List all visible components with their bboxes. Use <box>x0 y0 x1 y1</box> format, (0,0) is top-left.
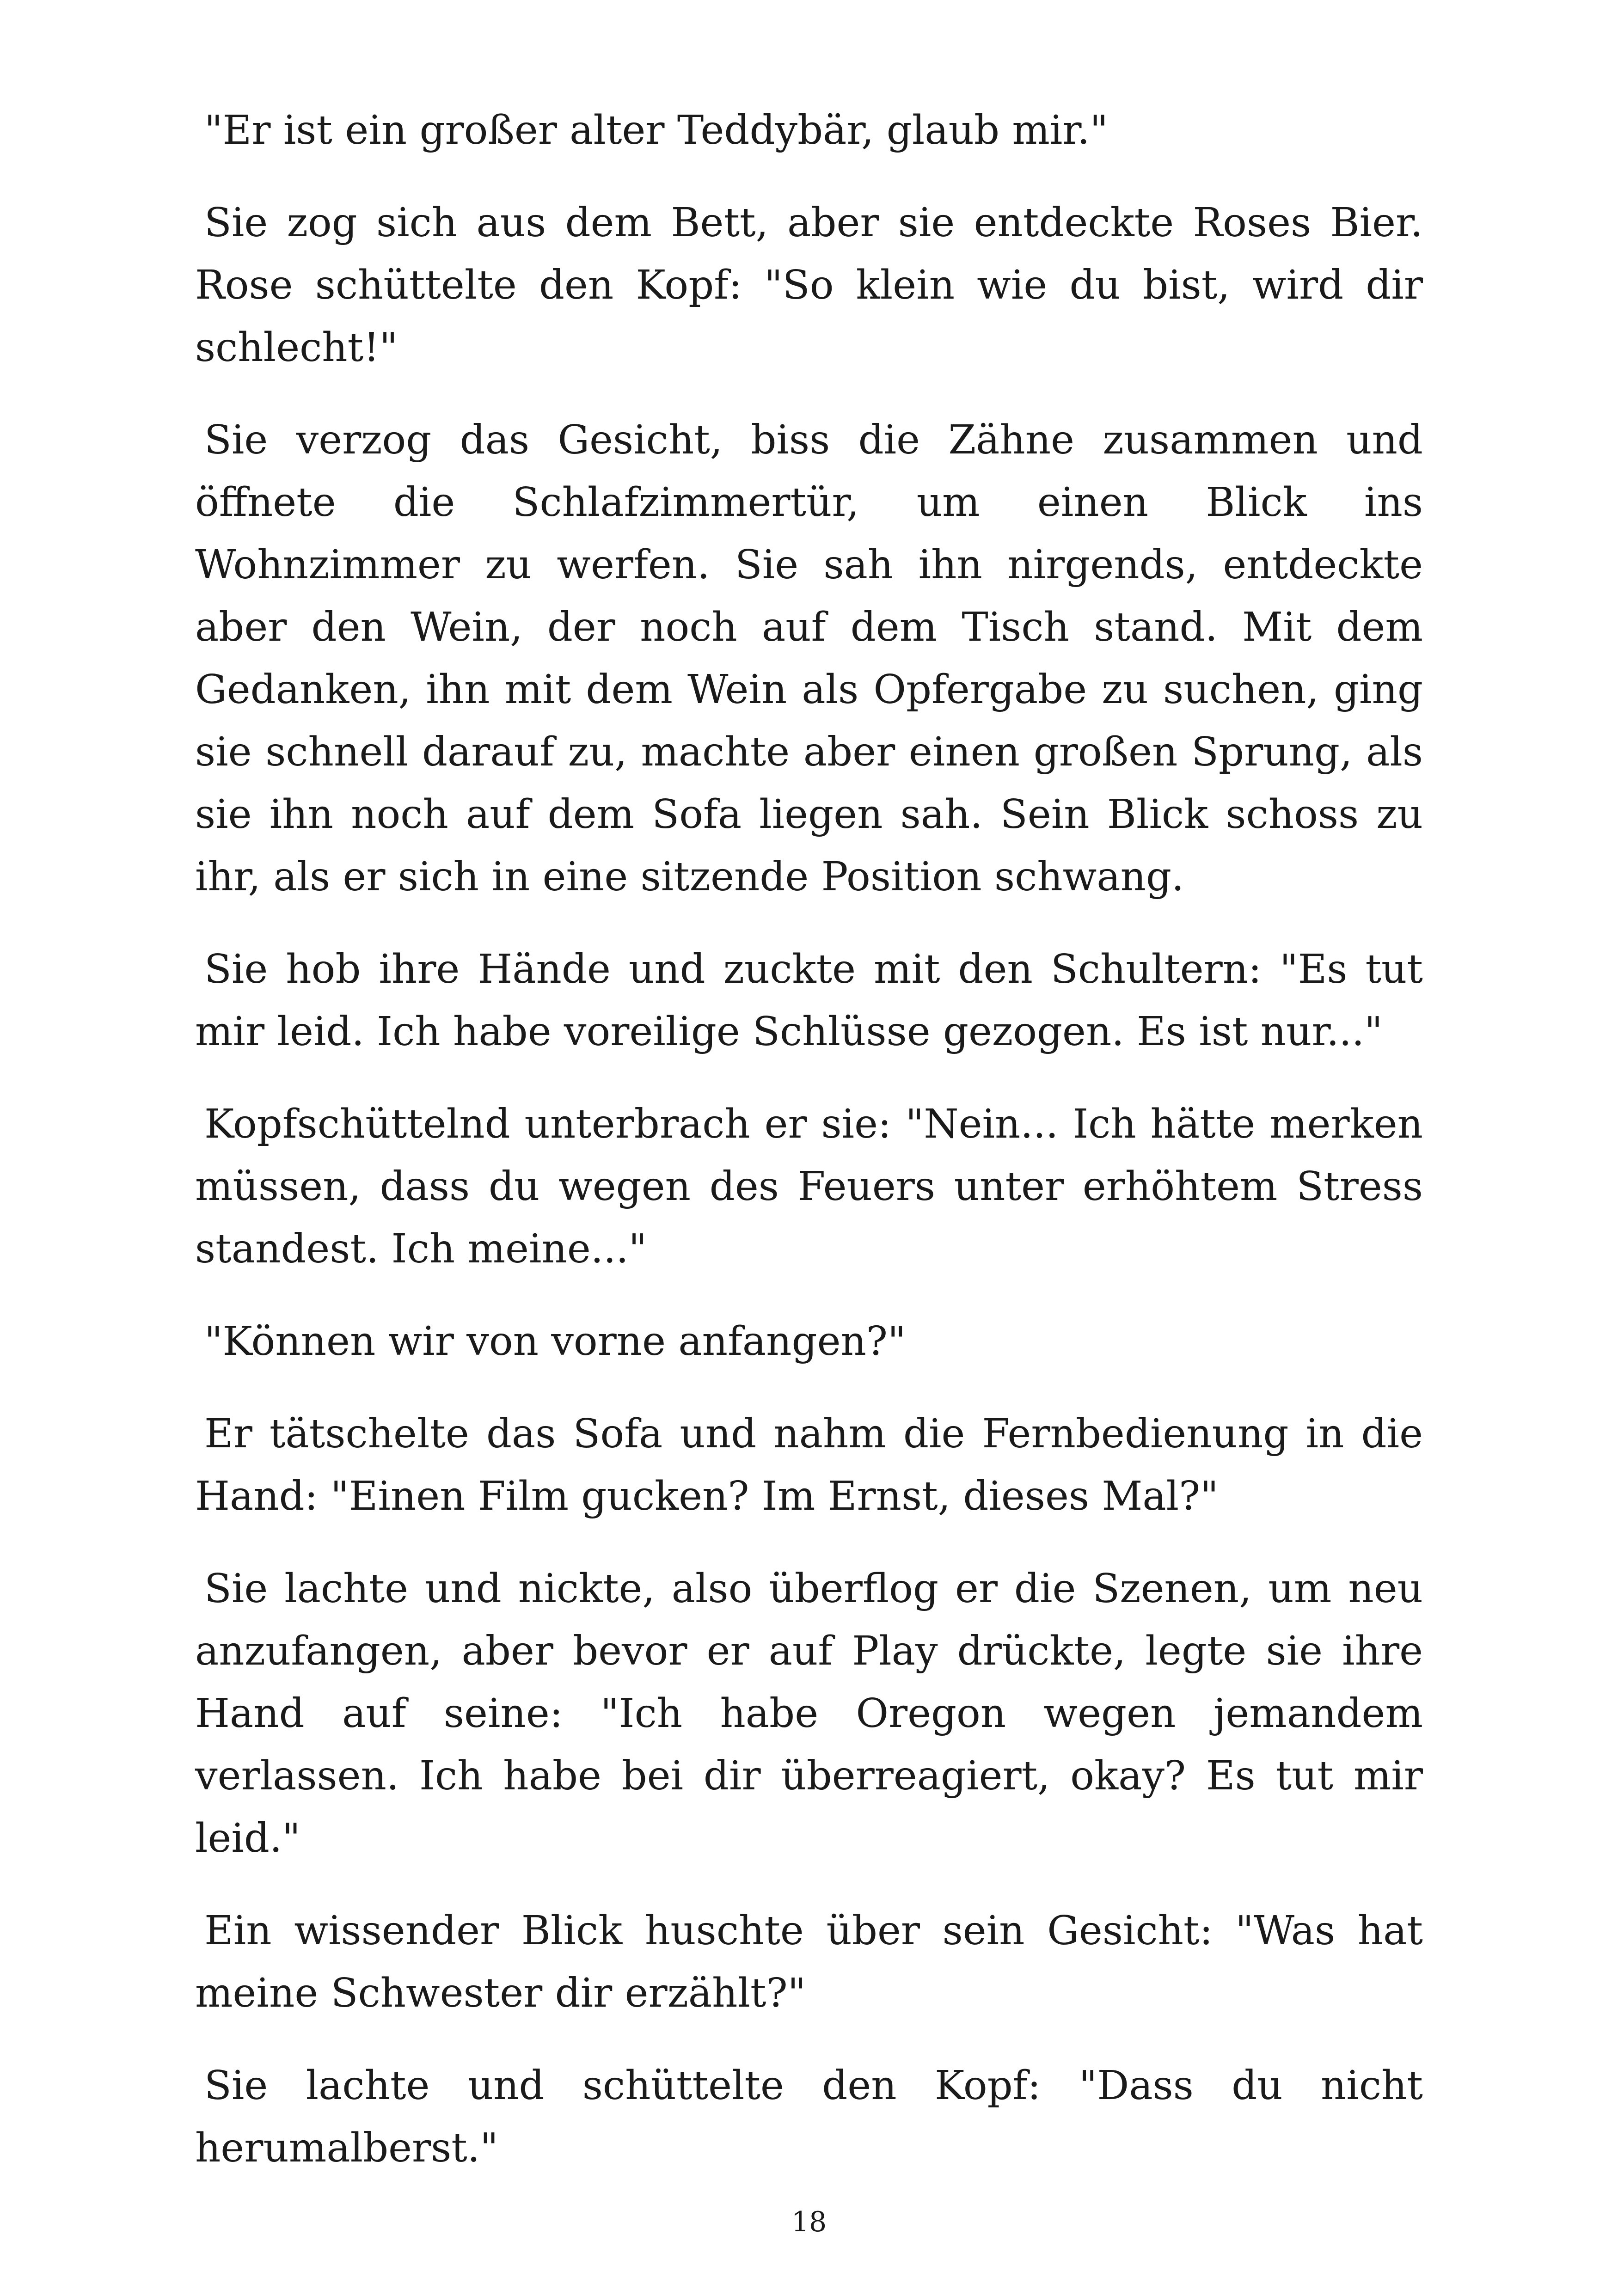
paragraph: Kopfschüttelnd unterbrach er sie: "Nein... Ich hätte merken müssen, dass du wegen des Feuers unter erhöhtem Stress standest. Ich meine..." <box>195 1101 1423 1272</box>
paragraph: Ein wissender Blick huschte über sein Gesicht: "Was hat meine Schwester dir erzählt?" <box>195 1908 1423 2016</box>
paragraph: Sie verzog das Gesicht, biss die Zähne zusammen und öffnete die Schlafzimmertür, um einen Blick ins Wohnzimmer zu werfen. Sie sah ihn nirgends, entdeckte aber den Wein, der noch auf dem Tisch stand. Mit dem Gedanken, ihn mit dem Wein als Opfergabe zu suchen, ging sie schnell darauf zu, machte aber einen großen Sprung, als sie ihn noch auf dem Sofa liegen sah. Sein Blick schoss zu ihr, als er sich in eine sitzende Position schwang. <box>195 417 1423 900</box>
paragraph: Sie lachte und nickte, also überflog er die Szenen, um neu anzufangen, aber bevor er auf Play drückte, legte sie ihre Hand auf seine: "Ich habe Oregon wegen jemandem verlassen. Ich habe bei dir überreagiert, okay? Es tut mir leid." <box>195 1566 1423 1861</box>
paragraph: Sie lachte und schüttelte den Kopf: "Dass du nicht herumalberst." <box>195 2063 1423 2171</box>
paragraph: Sie hob ihre Hände und zuckte mit den Schultern: "Es tut mir leid. Ich habe voreilige Schlüsse gezogen. Es ist nur..." <box>195 946 1423 1055</box>
paragraph: "Er ist ein großer alter Teddybär, glaub mir." <box>204 107 1108 153</box>
paragraph: "Können wir von vorne anfangen?" <box>204 1318 906 1365</box>
paragraph: Er tätschelte das Sofa und nahm die Fernbedienung in die Hand: "Einen Film gucken? Im Ernst, dieses Mal?" <box>195 1411 1423 1519</box>
paragraph: Sie zog sich aus dem Bett, aber sie entdeckte Roses Bier. Rose schüttelte den Kopf: "So klein wie du bist, wird dir schlecht!" <box>195 200 1423 371</box>
page-number: 18 <box>791 2206 827 2238</box>
body-text <box>195 99 1423 2210</box>
